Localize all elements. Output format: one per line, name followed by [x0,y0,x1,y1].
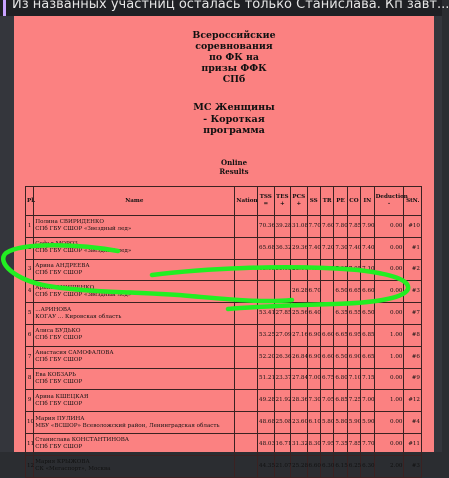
co-cell: 6.65 [347,281,360,303]
pe-cell: 7.05 [334,259,347,281]
ded-cell: 0.00 [374,433,404,455]
tss-cell: 44.35 [258,455,275,477]
sn-cell: #11 [404,433,422,455]
skater-name: Станислава КОНСТАНТИНОВА [35,437,130,444]
sn-cell: #4 [404,412,422,434]
tr-cell: 7.20 [320,237,333,259]
ded-cell: 0.00 [374,259,404,281]
tes-cell: 27.85 [274,303,291,325]
tes-cell: 21.92 [274,390,291,412]
col-name: Name [34,187,235,216]
skater-name: Алиса БУДЬКО [35,328,81,335]
in-cell: 6.60 [361,281,374,303]
col-in: IN [361,187,374,216]
sn-cell: #12 [404,390,422,412]
skater-cell [34,455,235,477]
pcs-cell: 26.84 [291,346,308,368]
tes-cell: 21.07 [274,455,291,477]
pe-cell: 7.30 [334,237,347,259]
pe-cell: 6.50 [334,346,347,368]
placement-cell: 6 [26,324,34,346]
sn-cell: #3 [404,455,422,477]
ded-cell: 0.00 [374,303,404,325]
ded-cell: 0.00 [374,237,404,259]
in-cell: 6.85 [361,324,374,346]
placement-cell: 5 [26,303,34,325]
placement-cell: 10 [26,412,34,434]
tes-cell: 16.71 [274,433,291,455]
tr-cell: 7.95 [320,433,333,455]
tss-cell: 48.03 [258,433,275,455]
placement-cell: 4 [26,281,34,303]
sn-cell: #3 [404,281,422,303]
ded-cell: 1.00 [374,390,404,412]
ss-cell: 7.00 [307,368,320,390]
ss-cell: 6.60 [307,455,320,477]
co-cell: 6.90 [347,346,360,368]
skater-club: СПб ГБУ СШОР «Звездный лед» [35,248,132,255]
tr-cell: 6.75 [320,259,333,281]
skater-name: Арина АНДРЕЕВА [35,262,90,269]
ss-cell: 7.05 [307,259,320,281]
col-ss: SS [307,187,320,216]
tr-cell: 6.75 [320,368,333,390]
pcs-cell: 26.28 [291,281,308,303]
pe-cell: 5.80 [334,412,347,434]
ded-cell: 2.00 [374,455,404,477]
skater-club: МБУ «ВСШОР» Всеволожский район, Ленинградская область [35,422,220,429]
ded-cell: 1.00 [374,346,404,368]
col-tss: TSS = [258,187,275,216]
tr-cell: 7.05 [320,390,333,412]
pe-cell: 6.35 [334,303,347,325]
tss-cell: 49.28 [258,390,275,412]
tr-cell: 7.60 [320,216,333,238]
tes-cell: 36.32 [274,237,291,259]
ded-cell: 0.00 [374,281,404,303]
pe-cell: 6.80 [334,368,347,390]
placement-cell: 3 [26,259,34,281]
pcs-cell: 27.16 [291,324,308,346]
sn-cell: #1 [404,237,422,259]
tss-cell: 63.65 [258,259,275,281]
col-deduction: Deduction - [374,187,404,216]
tss-cell: 53.41 [258,303,275,325]
sn-cell: #8 [404,324,422,346]
tes-cell: 39.28 [274,216,291,238]
tes-cell: 35.65 [274,259,291,281]
sn-cell: #7 [404,303,422,325]
ss-cell: 6.10 [307,412,320,434]
sn-cell: #2 [404,259,422,281]
title-line: Всероссийские [192,30,276,41]
skater-club: СПб ГБУ СШОР [35,400,83,407]
tes-cell: 23.37 [274,368,291,390]
category-line: - Короткая [203,113,265,125]
in-cell: 6.30 [361,455,374,477]
skater-name: Ева КОБЗАРЬ [35,371,76,378]
co-cell: 7.85 [347,433,360,455]
in-cell: 7.90 [361,216,374,238]
online-line: Results [219,167,249,176]
tss-cell: 53.25 [258,324,275,346]
skater-name: Анастасия САМОФАЛОВА [35,350,114,357]
ded-cell: 0.00 [374,216,404,238]
co-cell: 7.10 [347,368,360,390]
co-cell: 6.95 [347,324,360,346]
pcs-cell: 28.36 [291,390,308,412]
col-pl: Pl. [26,187,34,216]
skater-club: СПб ГБУ СШОР [35,444,83,451]
ss-cell: 6.90 [307,346,320,368]
title-line: по ФК на [208,52,259,63]
pcs-cell: 25.56 [291,303,308,325]
in-cell: 6.50 [361,303,374,325]
col-tr: TR [320,187,333,216]
title-line: СПб [222,74,246,85]
tss-cell: 70.36 [258,216,275,238]
skater-name: Арина ОНИЩЕНКО [35,284,95,291]
tss-cell: 48.68 [258,412,275,434]
col-pcs: PCS + [291,187,308,216]
in-cell: 7.00 [361,390,374,412]
ss-cell: 6.70 [307,281,320,303]
ded-cell: 1.00 [374,324,404,346]
ss-cell: 8.30 [307,433,320,455]
tes-cell: 27.09 [274,324,291,346]
ss-cell: 7.30 [307,390,320,412]
sn-cell: #9 [404,368,422,390]
ss-cell: 7.70 [307,216,320,238]
col-tes: TES + [274,187,291,216]
skater-name: Мария КРЫЖОВА [35,459,90,466]
ss-cell: 6.40 [307,303,320,325]
ded-cell: 0.00 [374,412,404,434]
skater-club: СПб ГБУ СШОР «Звездный лед» [35,291,132,298]
tss-cell: 52.20 [258,346,275,368]
placement-cell: 1 [26,216,34,238]
placement-cell: 8 [26,368,34,390]
skater-name: Арина КШЕЦКАЯ [35,393,89,400]
tr-cell: 6.30 [320,455,333,477]
nation-cell [235,455,258,477]
tss-cell: 65.68 [258,237,275,259]
co-cell: 5.90 [347,412,360,434]
pcs-cell: 25.28 [291,455,308,477]
col-nation: Nation [235,187,258,216]
tr-cell: 6.60 [320,346,333,368]
ss-cell: 7.40 [307,237,320,259]
pcs-cell: 31.08 [291,216,308,238]
pcs-cell: 31.32 [291,433,308,455]
online-line: Online [220,158,248,167]
skater-name: Софья МОРОЗ [35,241,78,248]
co-cell: 7.05 [347,259,360,281]
highlight-stroke-upper [3,245,292,301]
sn-cell: #10 [404,216,422,238]
ss-cell: 6.90 [307,324,320,346]
skater-club: КОГАУ ... Кировская область [35,313,122,320]
col-co: CO [347,187,360,216]
pe-cell: 6.15 [334,455,347,477]
pcs-cell: 28.00 [291,259,308,281]
placement-cell: 12 [26,455,34,477]
co-cell: 6.55 [347,303,360,325]
skater-club: СПб ГБУ СШОР [35,378,83,385]
tss-cell: 51.21 [258,368,275,390]
co-cell: 7.40 [347,237,360,259]
placement-cell: 11 [26,433,34,455]
skater-club: СПб ГБУ СШОР [35,269,83,276]
co-cell: 6.25 [347,455,360,477]
title-line: соревнования [195,41,273,52]
in-cell: 6.65 [361,346,374,368]
in-cell: 7.10 [361,259,374,281]
tes-cell: 25.08 [274,412,291,434]
skater-club: СПб ГБУ СШОР [35,335,83,342]
tr-cell: 5.80 [320,412,333,434]
co-cell: 7.85 [347,216,360,238]
category-line: программа [203,125,265,136]
col-start-number: StN. [404,187,422,216]
pe-cell: 7.80 [334,216,347,238]
tes-cell: 26.36 [274,346,291,368]
in-cell: 7.15 [361,368,374,390]
col-pe: PE [334,187,347,216]
ded-cell: 0.00 [374,368,404,390]
in-cell: 5.90 [361,412,374,434]
sn-cell: #6 [404,346,422,368]
placement-cell: 9 [26,390,34,412]
pcs-cell: 27.84 [291,368,308,390]
title-line: призы ФФК [201,63,267,74]
chat-message-text: Из названных участниц осталась только Станислава. Кп завт... [12,0,449,12]
pe-cell: 6.85 [334,390,347,412]
skater-name: Полина СВИРИДЕНКО [35,219,104,226]
skater-club: СПб ГБУ СШОР «Звездный лед» [35,226,132,233]
co-cell: 7.25 [347,390,360,412]
pe-cell: 6.65 [334,324,347,346]
skater-name: ...АРИНОВА [35,306,72,313]
placement-cell: 2 [26,237,34,259]
skater-club: СК «Мегаспорт», Москва [35,466,111,473]
in-cell: 7.70 [361,433,374,455]
pe-cell: 7.35 [334,433,347,455]
in-cell: 7.40 [361,237,374,259]
pe-cell: 6.50 [334,281,347,303]
skater-club: СПб ГБУ СШОР [35,357,83,364]
pcs-cell: 23.60 [291,412,308,434]
category-line: МС Женщины [193,102,275,113]
placement-cell: 7 [26,346,34,368]
pcs-cell: 29.36 [291,237,308,259]
tr-cell: 6.60 [320,324,333,346]
skater-name: Мария ПУЛИНА [35,415,85,422]
table-row [26,455,422,477]
